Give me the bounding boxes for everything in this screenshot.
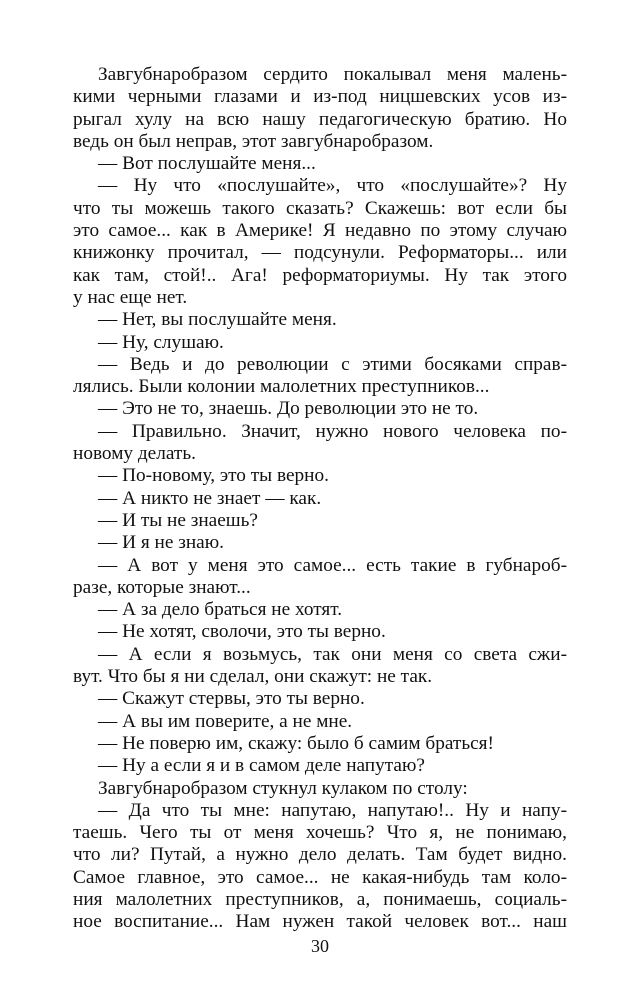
- text-line: — Ну что «послушайте», что «послушайте»? Ну: [98, 175, 567, 197]
- text-line: у нас еще нет.: [73, 286, 188, 308]
- text-line: что ты можешь такого сказать? Скажешь: вот если бы: [73, 197, 567, 219]
- text-line: лялись. Были колонии малолетних преступников...: [73, 376, 490, 398]
- text-line: ведь он был неправ, этот завгубнаробразом.: [73, 130, 434, 152]
- text-line: — А вот у меня это самое... есть такие в губнароб-: [98, 554, 567, 576]
- text-line: — А за дело браться не хотят.: [98, 599, 343, 621]
- text-line: — Ну а если я и в самом деле напутаю?: [98, 755, 425, 777]
- text-line: это самое... как в Америке! Я недавно по этому случаю: [73, 220, 567, 242]
- text-line: ное воспитание... Нам нужен такой человек вот... наш: [73, 911, 567, 933]
- text-line: ния малолетних преступников, а, понимаешь, социаль-: [73, 888, 567, 910]
- text-line: — Ну, слушаю.: [98, 331, 224, 353]
- text-line: как там, стой!.. Ага! реформаториумы. Ну так этого: [73, 264, 567, 286]
- text-line: новому делать.: [73, 443, 196, 465]
- text-line: — А вы им поверите, а не мне.: [98, 710, 353, 732]
- text-line: — А если я возьмусь, так они меня со света сжи-: [98, 643, 567, 665]
- text-line: — Да что ты мне: напутаю, напутаю!.. Ну и напу-: [98, 799, 567, 821]
- page-body-text: [73, 64, 567, 934]
- text-line: разе, которые знают...: [73, 576, 251, 598]
- text-line: — Ведь и до революции с этими босяками справ-: [98, 353, 567, 375]
- text-line: — Нет, вы послушайте меня.: [98, 309, 337, 331]
- text-line: — Не хотят, сволочи, это ты верно.: [98, 621, 386, 643]
- text-line: — Не поверю им, скажу: было б самим браться!: [98, 732, 494, 754]
- text-line: Самое главное, это самое... не какая-нибудь там коло-: [73, 866, 567, 888]
- text-line: — И я не знаю.: [98, 532, 224, 554]
- text-line: — Скажут стервы, это ты верно.: [98, 688, 365, 710]
- text-line: — Вот послушайте меня...: [98, 153, 316, 175]
- text-line: — А никто не знает — как.: [98, 487, 322, 509]
- text-line: что ли? Путай, а нужно дело делать. Там будет видно.: [73, 844, 567, 866]
- text-line: рыгал хулу на всю нашу педагогическую братию. Но: [73, 108, 567, 130]
- text-line: кими черными глазами и из-под ницшевских усов из-: [73, 86, 567, 108]
- text-line: — По-новому, это ты верно.: [98, 465, 329, 487]
- page-number: 30: [311, 936, 329, 956]
- text-line: Завгубнаробразом стукнул кулаком по столу:: [98, 777, 468, 799]
- text-line: таешь. Чего ты от меня хочешь? Что я, не понимаю,: [73, 822, 567, 844]
- text-line: Завгубнаробразом сердито покалывал меня малень-: [98, 64, 567, 85]
- text-line: книжонку прочитал, — подсунули. Реформаторы... или: [73, 242, 567, 264]
- text-line: — Это не то, знаешь. До революции это не то.: [98, 398, 479, 420]
- text-line: вут. Что бы я ни сделал, они скажут: не так.: [73, 666, 433, 688]
- text-line: — И ты не знаешь?: [98, 509, 258, 531]
- text-line: — Правильно. Значит, нужно нового человека по-: [98, 420, 567, 442]
